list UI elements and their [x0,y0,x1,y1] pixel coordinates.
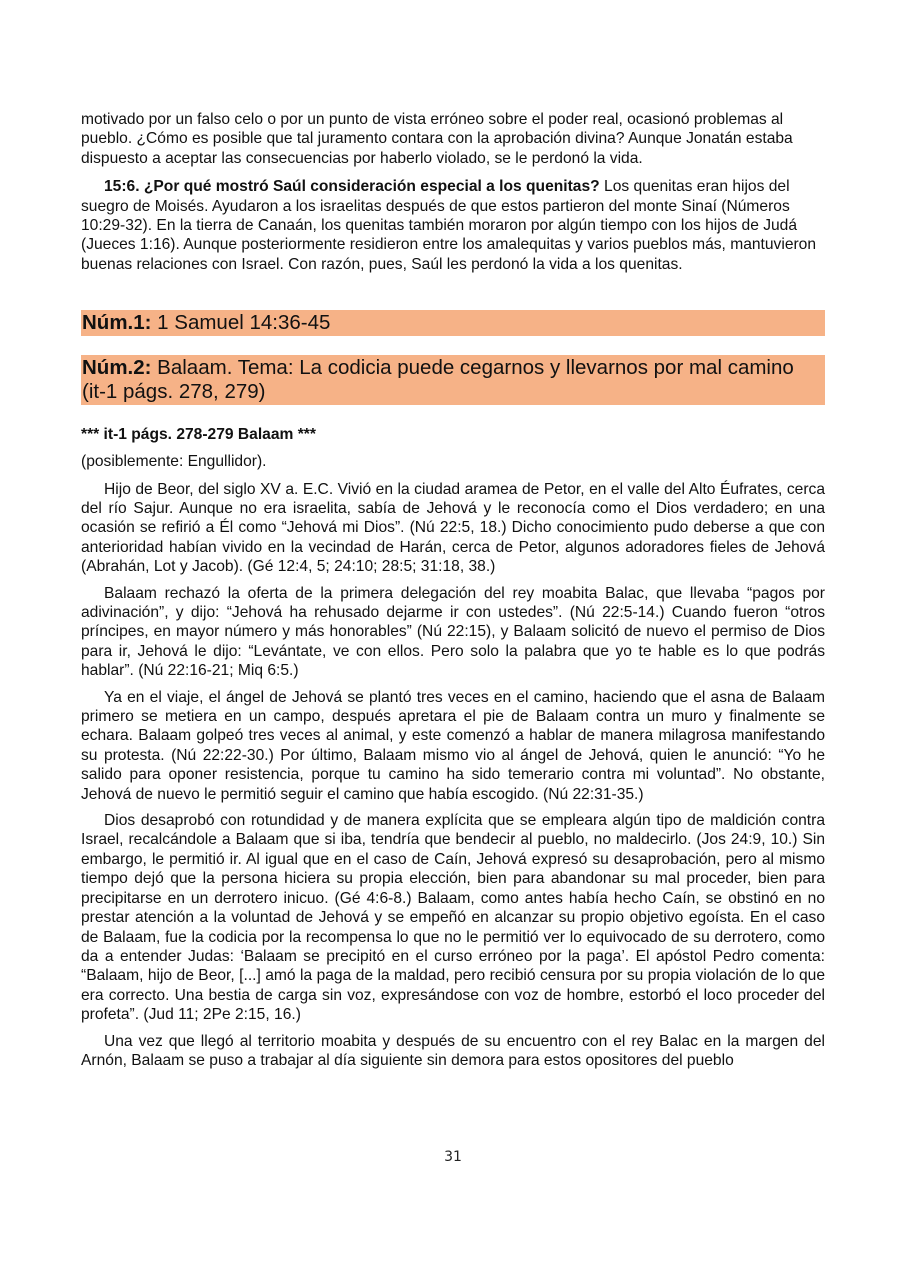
balaam-paragraph-3: Ya en el viaje, el ángel de Jehová se plantó tres veces en el camino, haciendo que el asna de Balaam primero se metiera en un campo, después apretara el pie de Balaam contra un muro y finalmente se echara. Balaam golpeó tres veces al animal, y este comenzó a hablar de manera milagrosa manifestando su protesta. (Nú 22:22-30.) Por último, Balaam mismo vio al ángel de Jehová, quien le anunció: “Yo he salido para oponer resistencia, porque tu camino ha sido temerario contra mi voluntad”. No obstante, Jehová de nuevo le permitió seguir el camino que había escogido. (Nú 22:31-35.) [81,688,825,803]
paragraph-q15-6 [81,177,825,274]
question-heading: 15:6. ¿Por qué mostró Saúl consideración especial a los quenitas? [104,178,600,196]
paragraph-intro: motivado por un falso celo o por un punto de vista erróneo sobre el poder real, ocasionó problemas al pueblo. ¿Cómo es posible que tal juramento contara con la aprobación divina? Aunque Jonatán estaba dispuesto a aceptar las consecuencias por haberlo violado, se le perdonó la vida. [81,111,793,167]
page-number: 31 [444,1149,462,1165]
name-meaning: (posiblemente: Engullidor). [81,453,267,471]
num1-text: 1 Samuel 14:36-45 [151,311,331,335]
num2-text: Balaam. Tema: La codicia puede cegarnos y llevarnos por mal camino (it-1 págs. 278, 279) [82,355,794,404]
balaam-paragraph-4: Dios desaprobó con rotundidad y de manera explícita que se empleara algún tipo de maldición contra Israel, recalcándole a Balaam que si iba, tendría que bendecir al pueblo, no maldecirlo. (Jos 24:9, 10.) Sin embargo, le permitió ir. Al igual que en el caso de Caín, Jehová expresó su desaprobación, pero al mismo tiempo dejó que la persona hiciera su propia elección, bien para abandonar su mal proceder, bien para precipitarse en un derrotero inicuo. (Gé 4:6-8.) Balaam, como antes había hecho Caín, se obstinó en no prestar atención a la voluntad de Jehová y se empeñó en alcanzar su propio objetivo egoísta. En el caso de Balaam, fue la codicia por la recompensa lo que no le permitió ver lo equivocado de su derrotero, como da a entender Judas: ‘Balaam se precipitó en el curso erróneo por la paga’. El apóstol Pedro comenta: “Balaam, hijo de Beor, [...] amó la paga de la maldad, pero recibió censura por su propia violación de lo que era correcto. Una bestia de carga sin voz, expresándose con voz de hombre, estorbó el loco proceder del profeta”. (Jud 11; 2Pe 2:15, 16.) [81,812,825,1024]
num1-label: Núm.1: [82,311,152,335]
balaam-paragraph-5: Una vez que llegó al territorio moabita y después de su encuentro con el rey Balac en la margen del Arnón, Balaam se puso a trabajar al día siguiente sin demora para estos opositores del pueblo [81,1032,825,1069]
source-title: *** it-1 págs. 278-279 Balaam *** [81,425,316,443]
section-bar-num1 [81,310,825,336]
document-page [81,110,825,1070]
balaam-paragraph-2: Balaam rechazó la oferta de la primera delegación del rey moabita Balac, que llevaba “pagos por adivinación”, y dijo: “Jehová ha rehusado dejarme ir con ustedes”. (Nú 22:5-14.) Cuando fueron “otros príncipes, en mayor número y más honorables” (Nú 22:15), y Balaam solicitó de nuevo el permiso de Dios para ir, Jehová le dijo: “Levántate, ve con ellos. Pero solo la palabra que yo te hable es lo que podrás hablar”. (Nú 22:16-21; Miq 6:5.) [81,584,825,680]
balaam-paragraph-1: Hijo de Beor, del siglo XV a. E.C. Vivió en la ciudad aramea de Petor, en el valle del Alto Éufrates, cerca del río Sajur. Aunque no era israelita, sabía de Jehová y le reconocía como el Dios verdadero; en una ocasión se refirió a Él como “Jehová mi Dios”. (Nú 22:5, 18.) Dicho conocimiento pudo deberse a que con anterioridad habían vivido en la vecindad de Harán, cerca de Petor, algunos adoradores fieles de Jehová (Abrahán, Lot y Jacob). (Gé 12:4, 5; 24:10; 28:5; 31:18, 38.) [81,480,825,576]
section-bar-num2 [81,355,825,405]
question-answer: Los quenitas eran hijos del suegro de Moisés. Ayudaron a los israelitas después de que estos partieron del monte Sinaí (Números 10:29-32). En la tierra de Canaán, los quenitas también moraron por algún tiempo con los hijos de Judá (Jueces 1:16). Aunque posteriormente residieron entre los amalequitas y varios pueblos más, mantuvieron buenas relaciones con Israel. Con razón, pues, Saúl les perdonó la vida a los quenitas. [81,178,817,273]
num2-label: Núm.2: [82,355,152,379]
